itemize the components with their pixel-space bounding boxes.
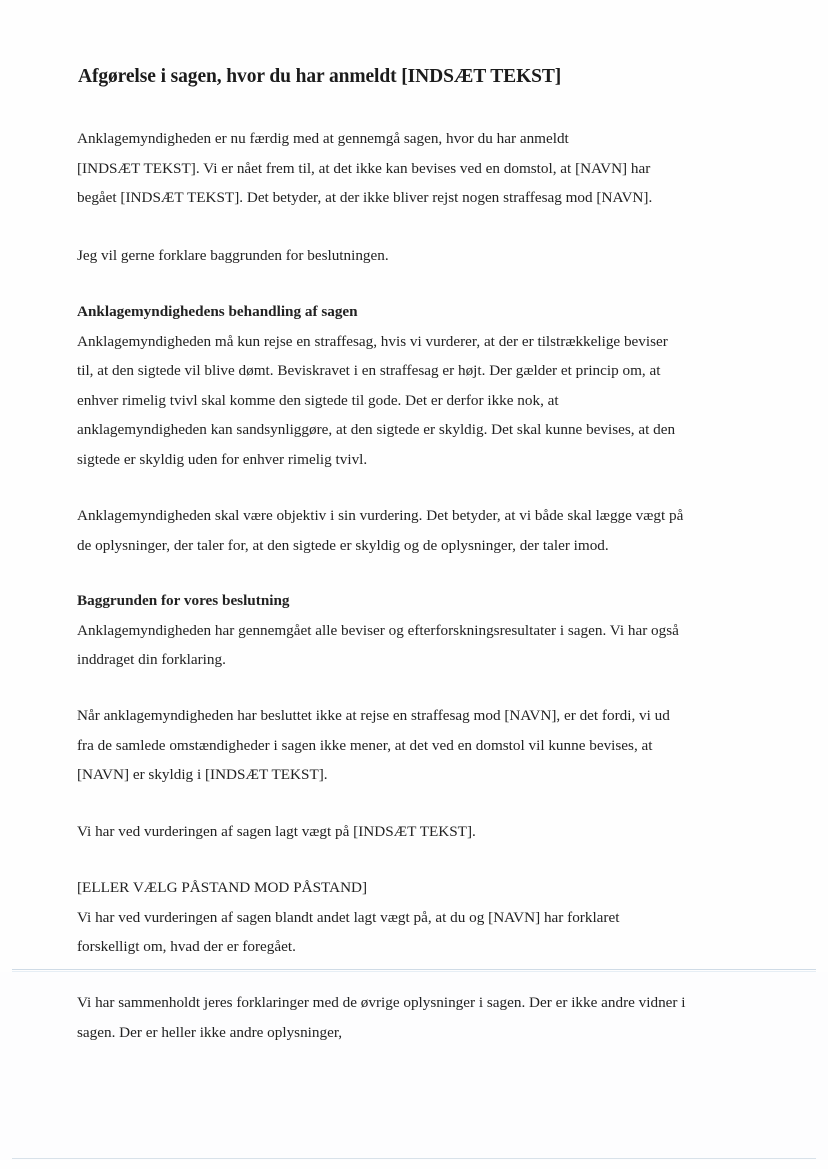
intro-paragraph [77, 124, 752, 213]
section-line: Anklagemyndigheden har gennemgået alle beviser og efterforskningsresultater i sagen. Vi har også [77, 621, 679, 639]
section-line: enhver rimelig tvivl skal komme den sigtede til gode. Det er derfor ikke nok, at [77, 391, 559, 409]
weight-paragraph [77, 817, 752, 847]
intro-line: Anklagemyndigheden er nu færdig med at gennemgå sagen, hvor du har anmeldt [77, 130, 569, 147]
compared-line: sagen. Der er heller ikke andre oplysninger, [77, 1023, 343, 1041]
section-prosecution-handling [77, 297, 752, 474]
decision-line: [NAVN] er skyldig i [INDSÆT TEKST]. [77, 766, 328, 783]
alternative-line: Vi har ved vurderingen af sagen blandt andet lagt vægt på, at du og [NAVN] har forklaret [77, 908, 620, 926]
explain-paragraph [77, 241, 752, 271]
decision-paragraph [77, 701, 752, 790]
section-decision-background [77, 586, 752, 675]
alternative-line: forskelligt om, hvad der er foregået. [77, 938, 296, 955]
objective-paragraph [77, 501, 752, 560]
section-line: anklagemyndigheden kan sandsynliggøre, at den sigtede er skyldig. Det skal kunne bevises, at den [77, 421, 676, 438]
document-title: Afgørelse i sagen, hvor du har anmeldt [INDSÆT TEKST] [78, 66, 562, 87]
compared-paragraph [77, 988, 752, 1047]
page-divider [12, 969, 816, 970]
section-line: inddraget din forklaring. [77, 651, 226, 668]
intro-line: [INDSÆT TEKST]. Vi er nået frem til, at det ikke kan bevises ved en domstol, at [NAVN] har [77, 159, 651, 177]
section-line: til, at den sigtede vil blive dømt. Beviskravet i en straffesag er højt. Der gælder et princip om, at [77, 362, 661, 379]
objective-line: de oplysninger, der taler for, at den sigtede er skyldig og de oplysninger, der taler imod. [77, 536, 609, 554]
intro-line: begået [INDSÆT TEKST]. Det betyder, at der ikke bliver rejst nogen straffesag mod [NAVN]. [77, 189, 653, 206]
alternative-paragraph [77, 873, 752, 962]
section-heading: Baggrunden for vores beslutning [77, 592, 290, 609]
alternative-heading: [ELLER VÆLG PÅSTAND MOD PÅSTAND] [77, 879, 368, 896]
explain-line: Jeg vil gerne forklare baggrunden for beslutningen. [77, 247, 389, 264]
section-line: sigtede er skyldig uden for enhver rimelig tvivl. [77, 450, 368, 468]
weight-line: Vi har ved vurderingen af sagen lagt vægt på [INDSÆT TEKST]. [77, 823, 476, 840]
section-line: Anklagemyndigheden må kun rejse en straffesag, hvis vi vurderer, at der er tilstrækkelige beviser [77, 332, 668, 350]
page-bottom-edge [12, 1158, 816, 1159]
compared-line: Vi har sammenholdt jeres forklaringer med de øvrige oplysninger i sagen. Der er ikke andre vidner i [77, 994, 686, 1011]
decision-line: fra de samlede omstændigheder i sagen ikke mener, at det ved en domstol vil kunne bevises, at [77, 736, 653, 754]
section-heading: Anklagemyndighedens behandling af sagen [77, 303, 358, 320]
objective-line: Anklagemyndigheden skal være objektiv i sin vurdering. Det betyder, at vi både skal lægge vægt på [77, 507, 684, 524]
decision-line: Når anklagemyndigheden har besluttet ikke at rejse en straffesag mod [NAVN], er det fordi, vi ud [77, 707, 670, 724]
